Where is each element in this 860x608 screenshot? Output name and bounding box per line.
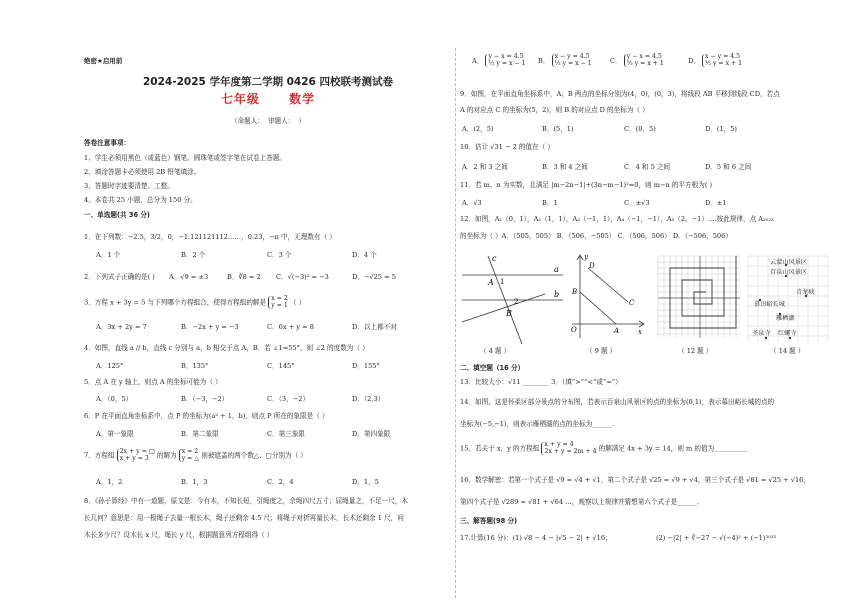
question-17-part1: 17.计算(16 分)：(1) √8 − 4 − |√5 − 2| + √16； — [460, 534, 612, 542]
option: D．±1 — [705, 199, 727, 207]
question-15-tail: 的解满足 4x + 3y = 14，则 m 的值为__________ — [598, 444, 748, 453]
question-7-stem: 7．方程组 — [84, 451, 115, 460]
option — [610, 54, 664, 67]
left-column — [84, 0, 452, 608]
option: A．√9 = ±3 — [169, 273, 209, 281]
fig14-label: 圣泉寺 — [752, 330, 771, 337]
equation: ½ y = x − 1 — [554, 59, 592, 67]
question-9-line: 9．如图，在平面直角坐标系中，A、B 两点的坐标分别为(4，0)，(0，3)，将线段 AB 平移到线段 CD，若点 — [460, 90, 780, 98]
subject-label: 数学 — [289, 92, 316, 106]
option: D．−√25 = 5 — [352, 273, 396, 281]
notice-item: 4、本卷共 25 小题，总分为 150 分。 — [84, 196, 197, 204]
option: B．2 个 — [181, 251, 206, 259]
equation: y − x = 4.5 — [488, 53, 524, 60]
section-solutions: 三、解答题(98 分) — [460, 517, 518, 525]
fig14-label: 红螺寺 — [778, 330, 797, 337]
fig9-label: x — [638, 328, 642, 336]
question-14-line: 坐标为(−5,−1)，则表示雁栖湖的点的坐标为______. — [460, 420, 615, 428]
question-12-line: 的坐标为（ ）A．（505，505） B．（506，−505） C．（506，506） D．（−506，506） — [460, 232, 732, 240]
question-15-system — [541, 442, 596, 455]
option-system — [624, 54, 664, 67]
question-11: 11．若 m、n 为实数，且满足 |m−2n−1|+(3n−m−1)²=0，则 m−n 的平方根为( ) — [460, 181, 713, 189]
question-12-line: 12．如图，A₁（0，1），A₂（1，1），A₃（−1，1），A₄（−1，−1），A₅（2，−1）.…按此规律，点 A₂₀₂₃ — [460, 215, 774, 223]
option: A．1 个 — [96, 251, 121, 259]
figure-q4 — [460, 252, 565, 344]
figure-caption: （ 9 题 ） — [586, 347, 617, 355]
equation: 2x + y = 2m + 4 — [544, 447, 597, 455]
fig4-label: b — [554, 290, 560, 299]
option-label: C． — [610, 56, 622, 65]
question-7-tail: 则被遮盖的两个数△、□分别为（ ） — [201, 451, 307, 460]
question-5: 5．点 A 在 y 轴上，则点 A 的坐标可能为（ ） — [84, 378, 222, 386]
question-7-system — [117, 449, 155, 462]
question-17 — [460, 534, 830, 542]
fig4-label: B — [506, 309, 512, 318]
question-16-line: 第四个式子是 √289 = √81 + √64 …，观察以上规律并猜想第六个式子是______. — [460, 498, 700, 506]
question-3 — [84, 296, 452, 309]
authors-line: （命题人： 审题人： ） — [230, 117, 306, 125]
fig9-label: B — [572, 288, 578, 296]
question-6: 6．P 在平面直角坐标系中，点 P 的坐标为(a² + 1，b)，则点 P 所在的象限是（ ） — [84, 412, 329, 420]
fig4-label: A — [488, 278, 494, 287]
exam-title: 2024-2025 学年度第二学期 0426 四校联考测试卷 — [143, 76, 393, 88]
option: A．√3 — [462, 199, 482, 207]
option-label: A． — [472, 56, 484, 65]
notice-item: 2、填涂答题卡必须使用 2B 铅笔填涂。 — [84, 168, 201, 176]
equation: x + y = 4 — [544, 441, 574, 448]
fig14-label: 雁栖湖 — [776, 315, 795, 322]
question-14-line: 14．如图，这是怀柔区部分景点的分布图，若表示百泉山风景区的点的坐标为(0,1)，表示慕田峪长城的点的 — [460, 398, 775, 406]
question-8-line: 木长多少尺？设木长 x 尺，绳长 y 尺，根据题意列方程组得（ ） — [84, 531, 274, 539]
option-system — [552, 54, 592, 67]
option: C．2，4 — [267, 478, 294, 486]
section-single-choice: 一、单选题(共 36 分) — [84, 211, 150, 219]
option: B．1，3 — [181, 478, 208, 486]
option: C．4 和 5 之间 — [624, 163, 671, 171]
exam-subtitle — [84, 92, 452, 107]
figure-q14 — [746, 252, 830, 344]
question-7 — [84, 449, 452, 462]
option: D．155° — [352, 362, 380, 370]
equation: x − y = 4.5 — [554, 53, 590, 60]
option: D．（2,3） — [352, 395, 385, 403]
figure-caption: （ 12 题 ） — [678, 347, 713, 355]
equation: x + y = 3 — [119, 454, 149, 462]
option: A．第一象限 — [96, 430, 134, 438]
question-9-line: A 的对应点 C 的坐标为(5，2)，则 B 的对应点 D 的坐标为（ ） — [460, 106, 649, 114]
option-system — [702, 54, 742, 67]
fig4-label: a — [554, 265, 559, 274]
option: B．（−3，−2） — [181, 395, 229, 403]
fig14-label: 慕田峪长城 — [754, 301, 785, 308]
fig9-label: O — [571, 326, 577, 334]
equation: ½ y = x + 1 — [626, 59, 664, 67]
question-15 — [460, 442, 830, 455]
option: B．−2x + y = −3 — [181, 323, 239, 331]
question-3-stem: 3．方程 x + 3y = 5 与下列哪个方程组合，使得方程组的解是 — [84, 298, 267, 307]
option: B．(5，1) — [542, 125, 574, 133]
equation: y − x = 4.5 — [626, 53, 662, 60]
question-3-tail: （ ） — [289, 298, 306, 307]
option: C．（3，−2） — [267, 395, 310, 403]
option: D．(1，5) — [705, 125, 738, 133]
option: B．3 和 4 之间 — [542, 163, 588, 171]
option: C．√(−3)² = −3 — [276, 273, 329, 281]
option: A．(2，5) — [462, 125, 494, 133]
fig4-label: 2 — [514, 298, 519, 306]
question-8-line: 8．《孙子算经》中有一道题，原文是：今有木，不知长短，引绳度之，余绳四尺五寸；屈绳量之，不足一尺，木 — [84, 497, 408, 505]
figure-q9 — [566, 252, 646, 344]
option: B．1 — [542, 199, 558, 207]
question-1: 1．在下列数：−2.5，3/2，0，−1.121121112……，0.23̇，−π 中，无理数有（ ） — [84, 233, 336, 241]
fig9-label: y — [584, 253, 588, 261]
fig9-label: C — [629, 299, 635, 307]
option: A．2 和 3 之间 — [462, 163, 508, 171]
question-17-part2: (2) −|2| + ∛−27 − √(−4)² + (−1)²⁰²³ — [656, 534, 777, 542]
option: A．3x + 2y = 7 — [96, 323, 147, 331]
figure-caption: （ 14 题 ） — [770, 347, 805, 355]
option — [538, 54, 592, 67]
option: D．1，5 — [352, 478, 379, 486]
question-3-system — [268, 296, 288, 309]
option: C．(0，5) — [624, 125, 656, 133]
notice-item: 1、学生必须用黑色（或蓝色）钢笔、圆珠笔或签字笔在试卷上答题。 — [84, 154, 287, 162]
option: A．1，2 — [96, 478, 123, 486]
question-15-stem: 15．若关于 x，y 的方程组 — [460, 444, 540, 453]
equation: ½ y = x + 1 — [705, 59, 743, 67]
fig9-label: A — [614, 327, 620, 335]
notice-item: 3、答题时字迹要清楚、工整。 — [84, 182, 174, 190]
equation: x = 2 — [181, 448, 199, 455]
column-divider — [455, 48, 456, 598]
question-2 — [84, 273, 452, 281]
equation: y = 1 — [271, 301, 288, 309]
option: D．5 和 6 之间 — [705, 163, 752, 171]
figure-caption: （ 4 题 ） — [480, 347, 511, 355]
option: D．4 个 — [352, 251, 377, 259]
question-7-mid: 的解为 — [156, 451, 177, 460]
option-label: B． — [538, 56, 550, 65]
option: A．125° — [96, 362, 124, 370]
secret-label: 绝密★启用前 — [84, 57, 123, 65]
right-column — [460, 0, 830, 608]
fig14-label: 百泉山风景区 — [770, 269, 808, 276]
equation: 2x + y = □ — [119, 448, 155, 455]
option: C．6x + y = 8 — [267, 323, 314, 331]
equation: x − y = 4.5 — [705, 53, 741, 60]
question-10: 10．估计 √31 − 2 的值在（ ） — [460, 143, 554, 151]
option: C．第三象限 — [267, 430, 306, 438]
option: A．（0，5） — [96, 395, 133, 403]
grade-label: 七年级 — [220, 92, 260, 106]
fig14-label: 云蒙山风景区 — [770, 259, 808, 266]
option: B．第二象限 — [181, 430, 219, 438]
option: B．135° — [181, 362, 209, 370]
option-label: D． — [688, 56, 700, 65]
question-2-stem: 2．下列式子正确的是( ) — [84, 273, 155, 281]
section-fill-blank: 二、填空题（16 分） — [460, 364, 525, 372]
notice-title: 答卷注意事项： — [84, 139, 131, 147]
question-7-solution — [179, 449, 199, 462]
figure-q12 — [656, 254, 742, 340]
equation: x = 2 — [271, 295, 288, 302]
question-4: 4．如图，直线 a // b，直线 c 分别与 a，b 相交于点 A，B．若 ∠1=55°，则 ∠2 的度数为（ ） — [84, 344, 369, 352]
option — [688, 54, 742, 67]
option: C．3 个 — [267, 251, 292, 259]
option — [472, 54, 526, 67]
fig9-label: D — [589, 262, 595, 270]
fig4-label: 1 — [500, 278, 505, 286]
fig4-label: c — [492, 254, 497, 263]
option: B．∛8 = 2 — [227, 273, 261, 281]
question-16-line: 16．数学解密：若第一个式子是 √9 = √4 + √1，第二个式子是 √25 = √9 + √4，第三个式子是 √81 = √25 + √16， — [460, 476, 810, 484]
option: D．第四象限 — [352, 430, 391, 438]
equation: ½ y = x − 1 — [488, 59, 526, 67]
question-8-line: 长几何？意思是：用一根绳子去量一根长木，绳子还剩余 4.5 尺；将绳子对折再量长木，长木还剩余 1 尺，问 — [84, 514, 404, 522]
equation: y = △ — [181, 454, 200, 462]
fig14-label: 青龙峡 — [796, 289, 815, 296]
option-system — [485, 54, 525, 67]
option: C．±√3 — [624, 199, 650, 207]
option: C．145° — [267, 362, 295, 370]
question-13: 13．比较大小：√11 ________ 3．（填“>”“<”或“=”） — [460, 378, 622, 386]
option: D．以上都不对 — [352, 323, 397, 331]
